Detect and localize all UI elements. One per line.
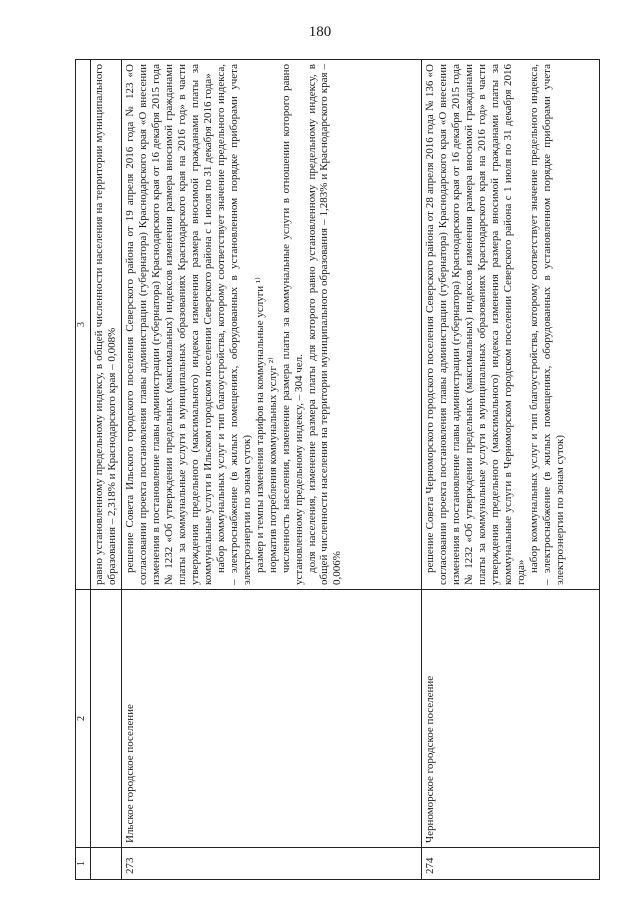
header-col-3: 3 [76, 60, 91, 590]
carryover-text: равно установленному предельному индексу, в общей численности населения на территории муниципального образования – 2,318% и Краснодарского края – 0,008% [93, 64, 118, 585]
table-header-row [76, 60, 91, 880]
table-row-carryover [91, 60, 122, 880]
cell-description [421, 60, 599, 590]
header-col-1: 1 [76, 848, 91, 880]
cell-number [91, 848, 122, 880]
header-col-2: 2 [76, 590, 91, 848]
paragraph: численность населения, изменение размера платы за коммунальные услуги в отношении которого равно установленному предельному индексу, – 304 чел. [279, 64, 305, 585]
table-row [121, 60, 421, 880]
paragraph: решение Совета Ильского городского поселения Северского района от 19 апреля 2016 года № 123 «О согласовании проекта постановления главы администрации (губернатора) Краснодарского края «О внесении изменения в постановление главы администрации (губернатора) Краснодарского края от 16 декабря 2015 года № 1232 «Об утверждении предельных (максимальных) индексов изменения размера вносимой гражданами платы за коммунальные услуги в муниципальных образованиях Краснодарского края на 2016 год» в части утверждения предельного (максимального) индекса изменения размера вносимой гражданами платы за коммунальные услуги в Ильском городском поселении Северского района с 1 июля по 31 декабря 2016 года» [123, 64, 214, 585]
rotated-table-container [75, 60, 600, 880]
cell-name [91, 590, 122, 848]
cell-number: 273 [121, 848, 421, 880]
paragraph: доля населения, изменение размера платы для которого равно установленному предельному индексу, в общей численности населения на территории муниципального образования – 1,283% и Краснодарского края – 0,006% [305, 64, 344, 585]
paragraph: размер и темпы изменения тарифов на коммунальные услуги ¹⁾ [253, 277, 266, 573]
paragraph: набор коммунальных услуг и тип благоустройства, которому соответствует значение предельного индекса, – электроснабжение (в жилых помещениях, оборудованных в установленном порядке приборами учета электроэнергии по зонам суток) [214, 64, 253, 585]
cell-name: Ильское городское поселение [121, 590, 421, 848]
data-table [75, 59, 600, 880]
page-number: 180 [308, 24, 332, 40]
cell-description [91, 60, 122, 590]
paragraph: решение Совета Черноморского городского поселения Северского района от 28 апреля 2016 года № 136 «О согласовании проекта постановления главы администрации (губернатора) Краснодарского края «О внесении изменения в постановление главы администрации (губернатора) Краснодарского края от 16 декабря 2015 года № 1232 «Об утверждении предельных (максимальных) индексов изменения размера вносимой гражданами платы за коммунальные услуги в муниципальных образованиях Краснодарского края на 2016 год» в части утверждения предельного (максимального) индекса изменения размера вносимой гражданами платы за коммунальные услуги в Черноморском городском поселении Северского района с 1 июля по 31 декабря 2016 года» [423, 64, 527, 585]
paragraph: норматив потребления коммунальных услуг ²⁾ [266, 357, 279, 573]
cell-name: Черноморское городское поселение [421, 590, 599, 848]
cell-description [121, 60, 421, 590]
table-row [421, 60, 599, 880]
cell-number: 274 [421, 848, 599, 880]
paragraph: набор коммунальных услуг и тип благоустройства, которому соответствует значение предельного индекса, – электроснабжение (в жилых помещениях, оборудованных в установленном порядке приборами учета электроэнергии по зонам суток) [527, 64, 566, 585]
